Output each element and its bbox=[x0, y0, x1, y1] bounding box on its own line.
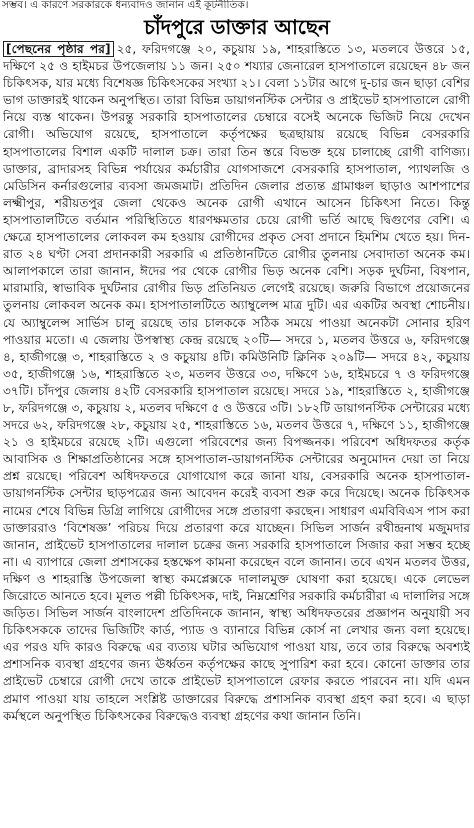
previous-article-fragment: সম্ভব। এ কারণে সরকারকে ধন্যবাদও জানান এই কূটনীতিক। bbox=[2, 0, 249, 11]
article-body bbox=[3, 41, 470, 825]
article-headline: চাঁদপুরে ডাক্তার আছেন bbox=[144, 15, 330, 39]
continuation-kicker: [পেছনের পৃষ্ঠার পর] bbox=[3, 41, 114, 57]
article-paragraph bbox=[3, 41, 470, 725]
article-text: ২৫, ফরিদগঞ্জে ২০, কচুয়ায় ১৯, শাহরাস্তিতে ১৩, মতলবে উত্তরে ১৫, দক্ষিণে ২৫ ও হাইমচর উপজেলায় ১১ জন। ২৫০ শয্যার জেনারেল হাসপাতালে রয়েছেন ৪৮ জন চিকিৎসক, যার মধ্যে বিশেষজ্ঞ চিকিৎসকের সংখ্যা ২১। বেলা ১১টার আগে দু-চার জন ছাড়া বেশির ভাগ ডাক্তারই থাকেন অনুপস্থিত। তারা বিভিন্ন ডায়াগনস্টিক সেন্টার ও প্রাইভেট হাসপাতালে রোগী নিয়ে ব্যস্ত থাকেন। উপরন্তু সরকারি হাসপাতালের চেম্বারে বসেই অনেকে ভিজিট নিয়ে দেখেন রোগী। অভিযোগ রয়েছে, হাসপাতালে কর্তৃপক্ষের ছত্রছায়ায় রয়েছে বিভিন্ন বেসরকারি হাসপাতালের বিশাল একটি দালাল চক্র। তারা তিন স্তরে বিভক্ত হয়ে চালাচ্ছে রোগী বাণিজ্য। ডাক্তার, ব্রাদারসহ বিভিন্ন পর্যায়ের কর্মচারীর যোগসাজশে বেসরকারি হাসপাতাল, প্যাথলজি ও মেডিসিন কর্নারগুলোর ব্যবসা জমজমাট। প্রতিদিন জেলার প্রত্যন্ত গ্রামাঞ্চল ছাড়াও আশপাশের লক্ষ্মীপুর, শরীয়তপুর জেলা থেকেও অনেক রোগী এখানে আসেন চিকিৎসা নিতে। কিন্তু হাসপাতালটিতে বর্তমান পরিস্থিতিতে ধারণক্ষমতার চেয়ে রোগী ভর্তি আছে দ্বিগুণের বেশি। এ ক্ষেত্রে হাসপাতালের লোকবল কম হওয়ায় রোগীদের প্রকৃত সেবা প্রদানে হিমশিম খেতে হয়। দিন-রাত ২৪ ঘণ্টা সেবা প্রদানকারী সরকারি এ প্রতিষ্ঠানটিতে রোগীর তুলনায় সেবাদাতা অনেক কম। আলাপকালে তারা জানান, ঈদের পর থেকে রোগীর ভিড় অনেক বেশি। সড়ক দুর্ঘটনা, বিষপান, মারামারি, স্বাভাবিক দুর্ঘটনার রোগীর ভিড় প্রতিনিয়ত লেগেই রয়েছে। জরুরি বিভাগে প্রয়োজনের তুলনায় লোকবল অনেক কম। হাসপাতালটিতে অ্যাম্বুলেন্স মাত্র দুটি। এর একটির অবস্থা শোচনীয়। যে অ্যাম্বুলেন্স সার্ভিস চালু রয়েছে তার চালককে সঠিক সময়ে পাওয়া অনেকটা সোনার হরিণ পাওয়ার মতো। এ জেলায় উপস্বাস্থ্য কেন্দ্র রয়েছে ২০টি— সদরে ১, মতলব উত্তরে ৬, ফরিদগঞ্জে ৪, হাজীগঞ্জে ৩, শাহরাস্তিতে ২ ও কচুয়ায় ৪টি। কমিউনিটি ক্লিনিক ২০৯টি— সদরে ৪২, কচুয়ায় ৩৫, হাজীগঞ্জে ১৬, শাহরাস্তিতে ২৩, মতলব উত্তরে ৩৩, দক্ষিণে ১৬, হাইমচরে ৭ ও ফরিদগঞ্জে ৩৭টি। চাঁদপুর জেলায় ৪২টি বেসরকারি হাসপাতাল রয়েছে। সদরে ১৯, শাহরাস্তিতে ২, হাজীগঞ্জে ৮, ফরিদগঞ্জে ৩, কচুয়ায় ২, মতলব দক্ষিণে ৫ ও উত্তরে ৩টি। ১৮২টি ডায়াগনস্টিক সেন্টারের মধ্যে সদরে ৬২, ফরিদগঞ্জে ২৮, কচুয়ায় ২৫, শাহরাস্তিতে ১৬, মতলব উত্তরে ৭, দক্ষিণে ১১, হাজীগঞ্জে ২১ ও হাইমচরে রয়েছে ২টি। এগুলো পরিবেশের জন্য বিপজ্জনক। পরিবেশ অধিদফতর কর্তৃক আবাসিক ও শিক্ষাপ্রতিষ্ঠানের সঙ্গে হাসপাতাল-ডায়াগনস্টিক সেন্টারের অনুমোদন দেয়া তা নিয়ে প্রশ্ন রয়েছে। পরিবেশ অধিদফতরে যোগাযোগ করে জানা যায়, বেসরকারি অনেক হাসপাতাল-ডায়াগনস্টিক সেন্টার ছাড়পত্রের জন্য আবেদন করেই ব্যবসা শুরু করে দিয়েছে। অনেক চিকিৎসক নামের শেষে বিভিন্ন ডিগ্রি লাগিয়ে রোগীদের সঙ্গে প্রতারণা করছেন। সাধারণ এমবিবিএস পাস করা ডাক্তাররাও ‘বিশেষজ্ঞ’ পরিচয় দিয়ে প্রতারণা করে যাচ্ছেন। সিভিল সার্জন রথীন্দ্রনাথ মজুমদার জানান, প্রাইভেট হাসপাতালের দালাল চক্রের জন্য সরকারি হাসপাতালে সিজার করা সম্ভব হচ্ছে না। এ ব্যাপারে জেলা প্রশাসকের হস্তক্ষেপ কামনা করেছেন বলে জানান। তবে এখন মতলব উত্তর, দক্ষিণ ও শাহরাস্তি উপজেলা স্বাস্থ্য কমপ্লেক্সকে দালালমুক্ত ঘোষণা করা হয়েছে। একে লেভেল জিরোতে আনতে হবে। মূলত পল্লী চিকিৎসক, দাই, নিম্নশ্রেণির সরকারি কর্মচারীরা এ দালালির সঙ্গে জড়িত। সিভিল সার্জন বাংলাদেশ প্রতিদিনকে জানান, স্বাস্থ্য অধিদফতরের প্রজ্ঞাপন অনুযায়ী সব চিকিৎসককে তাদের ভিজিটিং কার্ড, প্যাড ও ব্যানারে বিভিন্ন কোর্স না লেখার জন্য বলা হয়েছে। এর পরও যদি কারও বিরুদ্ধে এর ব্যত্যয় ঘটার অভিযোগ পাওয়া যায়, তবে তার বিরুদ্ধে অবশ্যই প্রশাসনিক ব্যবস্থা গ্রহণের জন্য ঊর্ধ্বতন কর্তৃপক্ষের কাছে সুপারিশ করা হবে। কোনো ডাক্তার তার প্রাইভেট চেম্বারে রোগী দেখে তাকে প্রাইভেট হাসপাতালে রেফার করতে পারবেন না। যদি এমন প্রমাণ পাওয়া যায় তাহলে সংশ্লিষ্ট ডাক্তারের বিরুদ্ধে প্রশাসনিক ব্যবস্থা গ্রহণ করা হবে। এ ছাড়া কর্মস্থলে অনুপস্থিত চিকিৎসকের বিরুদ্ধেও ব্যবস্থা গ্রহণের কথা জানান তিনি। bbox=[3, 42, 470, 723]
